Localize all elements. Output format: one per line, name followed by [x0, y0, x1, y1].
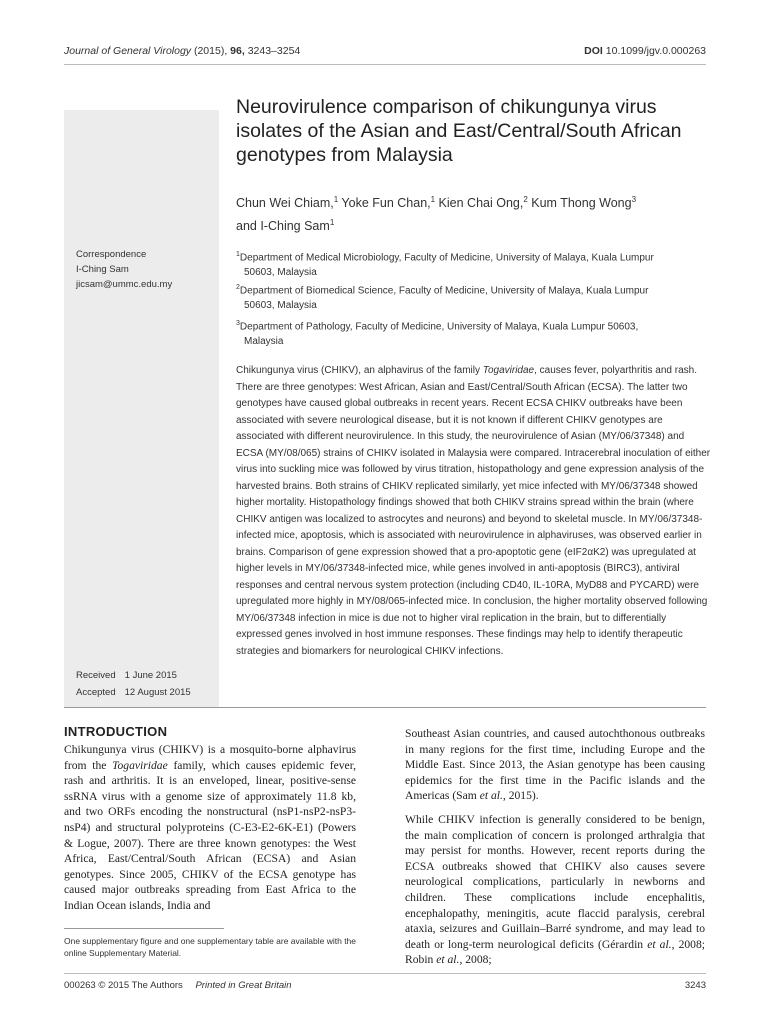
supplementary-footnote: One supplementary figure and one supplementary table are available with the online Supplementary Material. [64, 936, 357, 958]
doi [584, 45, 706, 57]
abstract: Chikungunya virus (CHIKV), an alphavirus of the family Togaviridae, causes fever, polyarthritis and rash. There are three genotypes: West African, Asian and East/Central/South African (ECSA). The latter two genotypes have caused global outbreaks in recent years. Recent ECSA CHIKV outbreaks have been associated with severe neurological disease, but it is not known if different CHIKV genotypes are associated with different neurovirulence. In this study, the neurovirulence of Asian (MY/06/37348) and ECSA (MY/08/065) strains of CHIKV isolated in Malaysia were compared. Intracerebral inoculation of either virus into suckling mice was followed by virus titration, histopathology and gene expression analysis of the harvested brains. Both strains of CHIKV replicated similarly, yet mice infected with MY/06/37348 showed higher mortality. Histopathology findings showed that both CHIKV strains spread within the brain (where CHIKV antigen was localized to astrocytes and neurons) and beyond to skeletal muscle. In MY/06/37348-infected mice, apoptosis, which is associated with neurovirulence in alphaviruses, was observed earlier in brains. Comparison of gene expression showed that a pro-apoptotic gene (eIF2αK2) was upregulated at higher levels in MY/06/37348-infected mice, while genes involved in anti-apoptosis (BIRC3), antiviral responses and central nervous system protection (including CD40, IL-10RA, MyD88 and PYCARD) were upregulated more highly in MY/08/065-infected mice. In conclusion, the higher mortality observed following MY/06/37348 infection in mice is due not to higher viral replication in the brain, but to differentially expressed genes involved in host immune responses. These findings may help to identify therapeutic strategies and biomarkers for neurological CHIKV infections. [236, 365, 711, 657]
doi-link[interactable]: 10.1099/jgv.0.000263 [605, 45, 706, 57]
footer-divider [64, 973, 706, 974]
received-line [76, 667, 191, 684]
author: Yoke Fun Chan,$^1$ [338, 195, 436, 211]
affiliation: $^3$Department of Pathology, Faculty of Medicine, University of Malaya, Kuala Lumpur 50603, Malaysia [236, 320, 639, 348]
journal-year: (2015), [193, 45, 228, 57]
printed-in: Printed in Great Britain [195, 980, 292, 991]
abstract-divider [64, 707, 706, 708]
dates-block [76, 667, 191, 701]
author: Chun Wei Chiam,$^1$ [236, 195, 339, 211]
footer-copyright [64, 980, 292, 991]
author: Kum Thong Wong$^3$ [527, 195, 637, 211]
affiliation: $^2$Department of Biomedical Science, Faculty of Medicine, University of Malaya, Kuala Lumpur 50603, Malaysia [236, 284, 649, 312]
journal-volume: 96, [230, 45, 245, 57]
doi-label: DOI [584, 45, 603, 57]
journal-name: Journal of General Virology [64, 45, 192, 57]
footnote-divider [64, 928, 224, 929]
paragraph: Southeast Asian countries, and caused autochthonous outbreaks in many regions for the first time, including Europe and the Middle East. Since 2013, the Asian genotype has been causing epidemics for the first time in the Pacific islands and the Americas (Sam et al., 2015). [405, 727, 705, 803]
body-column-left [64, 742, 356, 922]
body-column-right [405, 726, 705, 976]
paper-title: Neurovirulence comparison of chikungunya virus isolates of the Asian and East/Central/South African genotypes from Malaysia [236, 96, 682, 166]
received-label: Received [76, 670, 116, 681]
paragraph: Chikungunya virus (CHIKV) is a mosquito-borne alphavirus from the Togaviridae family, which causes epidemic fever, rash and arthritis. It is an enveloped, linear, positive-sense ssRNA virus with a genome size of approximately 11.8 kb, and two ORFs encoding the nonstructural (nsP1-nsP2-nsP3-nsP4) and structural polyproteins (C-E3-E2-6K-E1) (Powers & Logue, 2007). There are three known genotypes: the West Africa, East/Central/South African (ECSA) and Asian genotypes. Since 2005, CHIKV of the ECSA genotype has caused major outbreaks spreading from East Africa to the Indian Ocean islands, India and [64, 743, 356, 912]
journal-pages: 3243–3254 [247, 45, 301, 57]
correspondence-name: I-Ching Sam [76, 264, 129, 275]
accepted-date: 12 August 2015 [124, 687, 191, 698]
sidebar-panel [64, 110, 219, 708]
journal-citation [64, 45, 300, 57]
accepted-line [76, 684, 191, 701]
page-number: 3243 [684, 980, 706, 991]
correspondence-label: Correspondence [76, 249, 147, 260]
section-heading: INTRODUCTION [64, 724, 168, 739]
received-date: 1 June 2015 [124, 670, 177, 681]
correspondence-block [76, 247, 172, 292]
affiliation: $^1$Department of Medical Microbiology, Faculty of Medicine, University of Malaya, Kuala Lumpur 50603, Malaysia [236, 251, 654, 279]
paragraph: While CHIKV infection is generally considered to be benign, the main complication of concern is prolonged arthralgia that may persist for months. However, recent reports during the ECSA outbreaks showed that CHIKV also causes severe neurological complications, particularly in newborns and children. These complications include encephalitis, encephalopathy, meningitis, acute flaccid paralysis, cerebral ataxia, seizures and Guillain–Barré syndrome, and may lead to death or long-term neurological deficits (Gérardin et al., 2008; Robin et al., 2008; [405, 812, 705, 967]
copyright-text: 000263 © 2015 The Authors [64, 980, 183, 991]
header-divider [64, 64, 706, 65]
accepted-label: Accepted [76, 687, 116, 698]
author: Kien Chai Ong,$^2$ [435, 195, 528, 211]
author-list [236, 190, 716, 236]
author: and I-Ching Sam$^1$ [236, 218, 335, 234]
correspondence-email[interactable]: jicsam@ummc.edu.my [76, 279, 173, 290]
